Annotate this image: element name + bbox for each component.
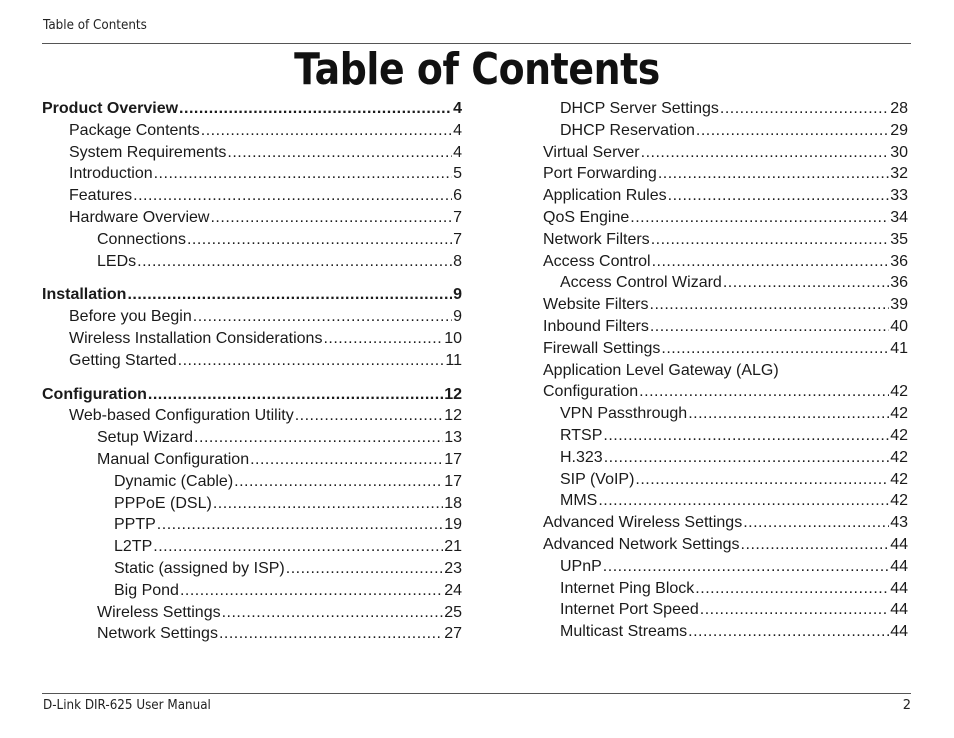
toc-entry-wireless-installation-considerations[interactable]: Wireless Installation Considerations ..... 10 — [42, 328, 462, 350]
footer-rule — [42, 693, 911, 694]
toc-entry-dhcp-reservation[interactable]: DHCP Reservation ..... 29 — [543, 120, 908, 142]
toc-entry-access-control-wizard[interactable]: Access Control Wizard ..... 36 — [543, 272, 908, 294]
toc-entry-web-based-configuration-utility[interactable]: Web-based Configuration Utility ..... 12 — [42, 405, 462, 427]
toc-entry-system-requirements[interactable]: System Requirements ..... 4 — [42, 142, 462, 164]
toc-entry-static-assigned-by-isp[interactable]: Static (assigned by ISP) ..... 23 — [42, 558, 462, 580]
toc-entry-network-filters[interactable]: Network Filters ..... 35 — [543, 229, 908, 251]
toc-entry-features[interactable]: Features ..... 6 — [42, 185, 462, 207]
toc-entry-configuration[interactable]: Configuration ..... 12 — [42, 384, 462, 406]
toc-right-column — [543, 98, 908, 643]
toc-entry-h323[interactable]: H.323 ..... 42 — [543, 447, 908, 469]
toc-entry-wireless-settings[interactable]: Wireless Settings ..... 25 — [42, 602, 462, 624]
toc-entry-upnp[interactable]: UPnP ..... 44 — [543, 556, 908, 578]
footer-manual-title: D-Link DIR-625 User Manual — [43, 698, 211, 713]
toc-entry-internet-ping-block[interactable]: Internet Ping Block ..... 44 — [543, 578, 908, 600]
toc-entry-before-you-begin[interactable]: Before you Begin ..... 9 — [42, 306, 462, 328]
toc-entry-advanced-network-settings[interactable]: Advanced Network Settings ..... 44 — [543, 534, 908, 556]
toc-entry-connections[interactable]: Connections ..... 7 — [42, 229, 462, 251]
toc-entry-leds[interactable]: LEDs ..... 8 — [42, 251, 462, 273]
toc-entry-firewall-settings[interactable]: Firewall Settings ..... 41 — [543, 338, 908, 360]
toc-entry-inbound-filters[interactable]: Inbound Filters ..... 40 — [543, 316, 908, 338]
toc-entry-setup-wizard[interactable]: Setup Wizard ..... 13 — [42, 427, 462, 449]
toc-entry-alg-configuration[interactable]: Configuration ..... 42 — [543, 381, 908, 403]
toc-entry-getting-started[interactable]: Getting Started ..... 11 — [42, 350, 462, 372]
toc-entry-dhcp-server-settings[interactable]: DHCP Server Settings ..... 28 — [543, 98, 908, 120]
toc-entry-product-overview[interactable]: Product Overview ..... 4 — [42, 98, 462, 120]
toc-entry-installation[interactable]: Installation ..... 9 — [42, 284, 462, 306]
toc-entry-internet-port-speed[interactable]: Internet Port Speed ..... 44 — [543, 599, 908, 621]
toc-entry-l2tp[interactable]: L2TP ..... 21 — [42, 536, 462, 558]
toc-entry-hardware-overview[interactable]: Hardware Overview ..... 7 — [42, 207, 462, 229]
toc-entry-big-pond[interactable]: Big Pond ..... 24 — [42, 580, 462, 602]
footer-page-number: 2 — [902, 698, 911, 713]
toc-entry-rtsp[interactable]: RTSP ..... 42 — [543, 425, 908, 447]
toc-entry-pptp[interactable]: PPTP ..... 19 — [42, 514, 462, 536]
toc-entry-multicast-streams[interactable]: Multicast Streams ..... 44 — [543, 621, 908, 643]
toc-left-column — [42, 98, 462, 645]
toc-entry-dynamic-cable[interactable]: Dynamic (Cable) ..... 17 — [42, 471, 462, 493]
toc-entry-mms[interactable]: MMS ..... 42 — [543, 490, 908, 512]
toc-entry-virtual-server[interactable]: Virtual Server ..... 30 — [543, 142, 908, 164]
page-title: Table of Contents — [294, 44, 660, 95]
toc-entry-application-rules[interactable]: Application Rules ..... 33 — [543, 185, 908, 207]
toc-entry-sip-voip[interactable]: SIP (VoIP) ..... 42 — [543, 469, 908, 491]
running-header: Table of Contents — [43, 18, 147, 33]
toc-entry-vpn-passthrough[interactable]: VPN Passthrough ..... 42 — [543, 403, 908, 425]
toc-entry-pppoe-dsl[interactable]: PPPoE (DSL) ..... 18 — [42, 493, 462, 515]
toc-entry-package-contents[interactable]: Package Contents ..... 4 — [42, 120, 462, 142]
toc-entry-network-settings[interactable]: Network Settings ..... 27 — [42, 623, 462, 645]
toc-entry-manual-configuration[interactable]: Manual Configuration ..... 17 — [42, 449, 462, 471]
toc-entry-access-control[interactable]: Access Control ..... 36 — [543, 251, 908, 273]
toc-entry-qos-engine[interactable]: QoS Engine ..... 34 — [543, 207, 908, 229]
toc-entry-website-filters[interactable]: Website Filters ..... 39 — [543, 294, 908, 316]
toc-entry-advanced-wireless-settings[interactable]: Advanced Wireless Settings ..... 43 — [543, 512, 908, 534]
toc-entry-port-forwarding[interactable]: Port Forwarding ..... 32 — [543, 163, 908, 185]
toc-entry-alg-heading[interactable]: Application Level Gateway (ALG) — [543, 361, 779, 379]
toc-entry-introduction[interactable]: Introduction ..... 5 — [42, 163, 462, 185]
